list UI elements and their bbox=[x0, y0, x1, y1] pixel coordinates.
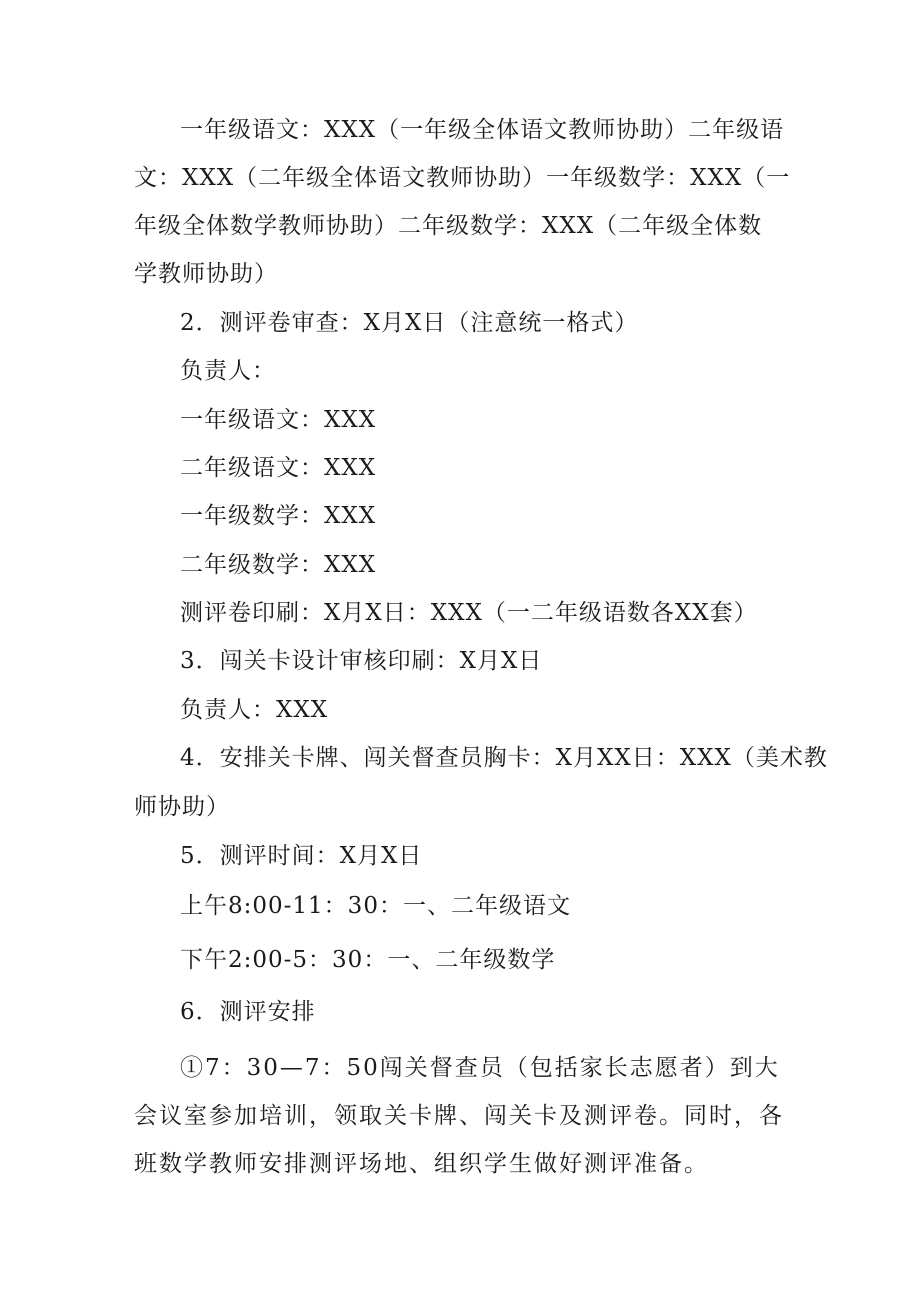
section-heading: 4．安排关卡牌、闯关督查员胸卡：X月XX日：XXX（美术教 bbox=[180, 745, 828, 771]
text-line: 年级全体数学教师协助）二年级数学：XXX（二年级全体数 bbox=[134, 213, 763, 239]
text-line: 负责人： bbox=[180, 358, 276, 384]
text-line: 测评卷印刷：X月X日：XXX（一二年级语数各XX套） bbox=[180, 600, 758, 626]
schedule-paragraph: ①7：30—7：50闯关督查员（包括家长志愿者）到大会议室参加培训，领取关卡牌、闯关卡及测评卷。同时，各班数学教师安排测评场地、组织学生做好测评准备。 bbox=[134, 1055, 784, 1177]
text-line: 二年级数学：XXX bbox=[180, 552, 377, 578]
text-line: 上午8:00-11：30：一、二年级语文 bbox=[180, 893, 571, 919]
section-heading: 3．闯关卡设计审核印刷：X月X日 bbox=[180, 648, 543, 674]
text-line: 一年级语文：XXX bbox=[180, 407, 377, 433]
text-line: 下午2:00-5：30：一、二年级数学 bbox=[180, 947, 556, 973]
section-heading: 5．测评时间：X月X日 bbox=[180, 843, 423, 869]
text-line: 二年级语文：XXX bbox=[180, 455, 377, 481]
section-heading: 6．测评安排 bbox=[180, 999, 316, 1025]
text-line: 一年级数学：XXX bbox=[180, 503, 377, 529]
text-line: 负责人：XXX bbox=[180, 697, 329, 723]
text-line: 师协助） bbox=[134, 794, 230, 820]
text-line: 文：XXX（二年级全体语文教师协助）一年级数学：XXX（一 bbox=[134, 165, 791, 191]
text-line: 学教师协助） bbox=[134, 261, 278, 287]
text-line: 一年级语文：XXX（一年级全体语文教师协助）二年级语 bbox=[180, 117, 785, 143]
section-heading: 2．测评卷审查：X月X日（注意统一格式） bbox=[180, 310, 639, 336]
